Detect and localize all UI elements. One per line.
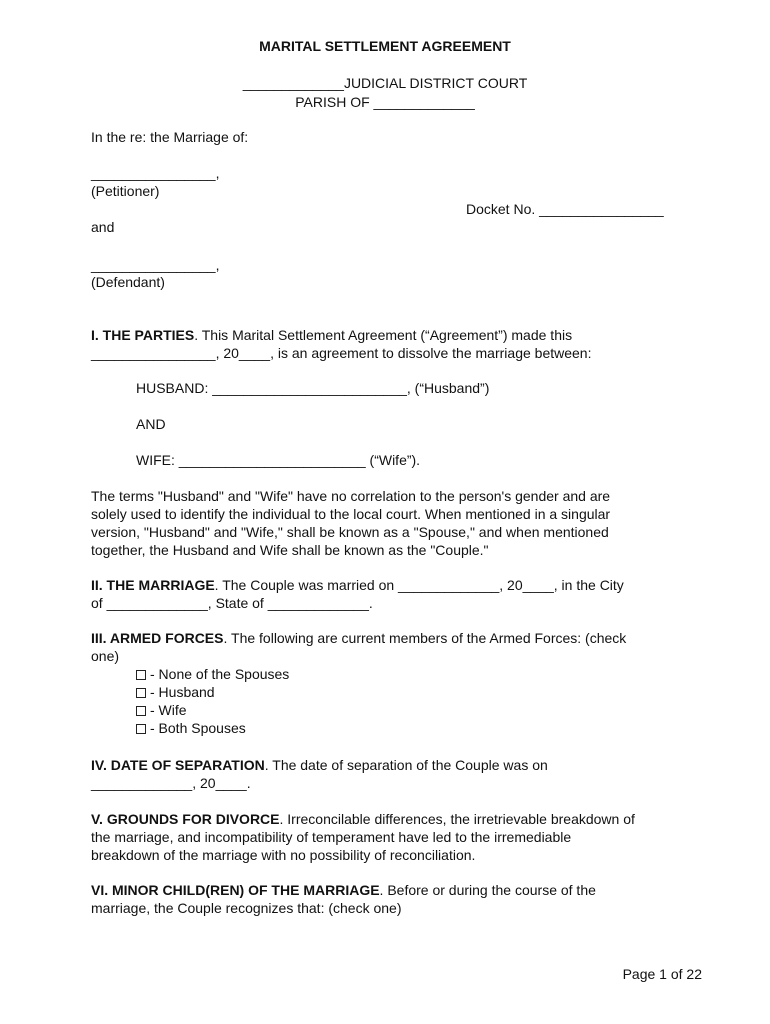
marriage-paragraph-line1 (91, 576, 624, 594)
parties-heading: I. THE PARTIES (91, 327, 195, 343)
petitioner-label: (Petitioner) (91, 183, 160, 199)
marriage-heading: II. THE MARRIAGE (91, 577, 215, 593)
armed-forces-paragraph-line1 (91, 629, 626, 647)
checkbox-icon[interactable] (136, 670, 146, 680)
armed-option-wife-label: - Wife (150, 702, 187, 718)
parties-paragraph-line1 (91, 326, 572, 344)
petitioner-blank: ________________, (91, 165, 220, 181)
terms-note-line1: The terms "Husband" and "Wife" have no correlation to the person's gender and are (91, 488, 611, 504)
defendant-label: (Defendant) (91, 274, 165, 290)
armed-option-both-label: - Both Spouses (150, 720, 246, 736)
armed-forces-text-1: . The following are current members of the Armed Forces: (check (223, 630, 627, 646)
grounds-heading: V. GROUNDS FOR DIVORCE (91, 811, 280, 827)
wife-line: WIFE: ________________________ (“Wife”). (136, 452, 421, 468)
armed-option-none-label: - None of the Spouses (150, 666, 290, 682)
armed-option-none[interactable] (136, 665, 289, 683)
armed-option-both[interactable] (136, 719, 246, 737)
husband-line: HUSBAND: _________________________, (“Husband”) (136, 380, 490, 396)
terms-note-line3: version, "Husband" and "Wife," shall be known as a "Spouse," and when mentioned (91, 524, 609, 540)
parish-line: PARISH OF _____________ (295, 94, 475, 110)
court-line: _____________JUDICIAL DISTRICT COURT (242, 75, 528, 91)
terms-note-line4: together, the Husband and Wife shall be known as the "Couple." (91, 542, 489, 558)
checkbox-icon[interactable] (136, 706, 146, 716)
armed-option-wife[interactable] (136, 701, 187, 719)
armed-forces-text-2: one) (91, 648, 120, 664)
in-re-line: In the re: the Marriage of: (91, 129, 249, 145)
terms-note-line2: solely used to identify the individual to the local court. When mentioned in a singular (91, 506, 611, 522)
marriage-text-1: . The Couple was married on _____________, 20____, in the City (214, 577, 624, 593)
and-parties-line: AND (136, 416, 166, 432)
defendant-blank: ________________, (91, 257, 220, 273)
marriage-text-2: of _____________, State of _____________. (91, 595, 373, 611)
checkbox-icon[interactable] (136, 724, 146, 734)
document-title: MARITAL SETTLEMENT AGREEMENT (259, 38, 511, 54)
children-text-2: marriage, the Couple recognizes that: (check one) (91, 900, 402, 916)
checkbox-icon[interactable] (136, 688, 146, 698)
grounds-text-3: breakdown of the marriage with no possibility of reconciliation. (91, 847, 476, 863)
grounds-paragraph-line1 (91, 810, 635, 828)
separation-text-2: _____________, 20____. (91, 775, 251, 791)
and-line: and (91, 219, 115, 235)
armed-forces-heading: III. ARMED FORCES (91, 630, 224, 646)
children-text-1: . Before or during the course of the (379, 882, 596, 898)
grounds-text-2: the marriage, and incompatibility of temperament have led to the irremediable (91, 829, 572, 845)
separation-text-1: . The date of separation of the Couple was on (264, 757, 548, 773)
separation-heading: IV. DATE OF SEPARATION (91, 757, 265, 773)
docket-number: Docket No. ________________ (466, 201, 664, 217)
children-heading: VI. MINOR CHILD(REN) OF THE MARRIAGE (91, 882, 380, 898)
parties-text-2: ________________, 20____, is an agreement to dissolve the marriage between: (91, 345, 592, 361)
grounds-text-1: . Irreconcilable differences, the irretrievable breakdown of (279, 811, 635, 827)
armed-option-husband-label: - Husband (150, 684, 215, 700)
parties-text-1: . This Marital Settlement Agreement (“Agreement”) made this (194, 327, 573, 343)
separation-paragraph-line1 (91, 756, 548, 774)
children-paragraph-line1 (91, 881, 596, 899)
armed-option-husband[interactable] (136, 683, 215, 701)
page-number: Page 1 of 22 (622, 966, 702, 982)
